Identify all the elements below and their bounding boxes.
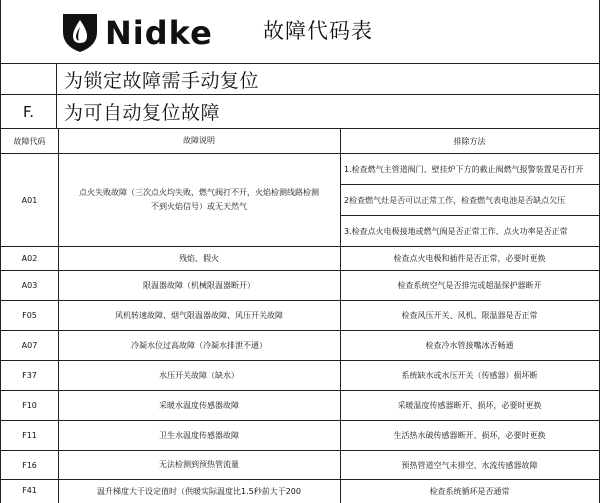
fault-description: 卫生水温度传感器故障 <box>159 430 239 440</box>
fault-solution: 检查系统空气是否排完或超温保护器断开 <box>397 281 542 290</box>
table-row <box>1 154 599 247</box>
fault-solution: 预热管道空气未排空、水流传感器故障 <box>401 460 538 470</box>
table-row <box>1 451 599 480</box>
legend-code: F. <box>23 102 34 121</box>
fault-code: A02 <box>21 254 38 263</box>
fault-code: F16 <box>22 460 37 470</box>
fault-description: 采暖水温度传感器故障 <box>159 400 239 410</box>
fault-description: 点火失败故障（三次点火均失败，燃气阀打不开，火焰检测线路检测不到火焰信号）或无天然气 <box>79 188 319 211</box>
fault-solution: 检查风压开关、风机、限温器是否正常 <box>401 311 538 320</box>
legend-row-auto-reset <box>1 95 599 129</box>
fault-solution: 检查点火电极和插件是否正常，必要时更换 <box>393 254 546 263</box>
fault-code: F41 <box>22 486 37 495</box>
fault-solution-group <box>340 154 599 246</box>
fault-code: F10 <box>22 401 37 410</box>
table-row <box>1 421 599 451</box>
legend-text: 为锁定故障需手动复位 <box>64 69 260 92</box>
page-title: 故障代码表 <box>263 19 373 43</box>
table-header <box>1 129 599 154</box>
fault-code: A07 <box>21 341 38 350</box>
table-row <box>1 391 599 421</box>
fault-description: 无法检测到预热管流量 <box>159 460 239 469</box>
table-row <box>1 480 599 503</box>
table-row <box>1 271 599 301</box>
fault-solution: 3.检查点火电极接地或燃气阀是否正常工作、点火功率是否正常 <box>344 227 568 236</box>
fault-solution: 系统缺水或水压开关（传感器）损坏断 <box>401 371 538 380</box>
fault-description: 水压开关故障（缺水） <box>159 370 239 380</box>
column-header-description: 故障说明 <box>183 136 215 145</box>
fault-description: 风机转速故障、烟气限温器故障、风压开关故障 <box>115 310 283 320</box>
fault-description: 冷凝水位过高故障（冷凝水排泄不通） <box>131 340 267 350</box>
fault-solution: 检查冷水管接嘴冰否畅通 <box>425 341 514 350</box>
fault-code: F37 <box>22 371 37 380</box>
legend-code <box>1 64 56 94</box>
table-row <box>1 247 599 271</box>
legend-text: 为可自动复位故障 <box>64 102 221 124</box>
table-row <box>1 301 599 331</box>
fault-code: A03 <box>21 281 38 290</box>
column-header-solution: 排除方法 <box>453 136 486 146</box>
fault-description: 温升梯度大于设定值时（供暖实际温度比1.5秒前大于200 <box>97 487 301 496</box>
table-row <box>1 331 599 361</box>
fault-solution: 检查系统循环是否通常 <box>429 487 510 496</box>
table-row <box>1 361 599 391</box>
fault-description: 限温器故障（机械限温器断开） <box>143 280 255 290</box>
fault-solution: 1.检查燃气主管道阀门、壁挂炉下方的截止阀燃气报警装置是否打开 <box>340 154 599 185</box>
fault-code: F11 <box>22 431 37 440</box>
legend-row-manual-reset <box>1 64 599 95</box>
sheet-header <box>1 0 599 64</box>
column-header-code: 故障代码 <box>13 136 46 146</box>
fault-code: A01 <box>21 195 38 205</box>
brand-wordmark: Nidke <box>105 14 213 52</box>
fault-solution: 生活热水破传感器断开、损坏，必要时更换 <box>393 431 546 440</box>
fault-solution: 采暖温度传感器断开、损坏，必要时更换 <box>397 401 542 410</box>
fault-code: F05 <box>22 311 37 320</box>
fault-description: 残焰、假火 <box>179 253 219 263</box>
fault-solution: 2检查燃气灶是否可以正常工作，检查燃气表电池是否缺点欠压 <box>340 185 599 216</box>
